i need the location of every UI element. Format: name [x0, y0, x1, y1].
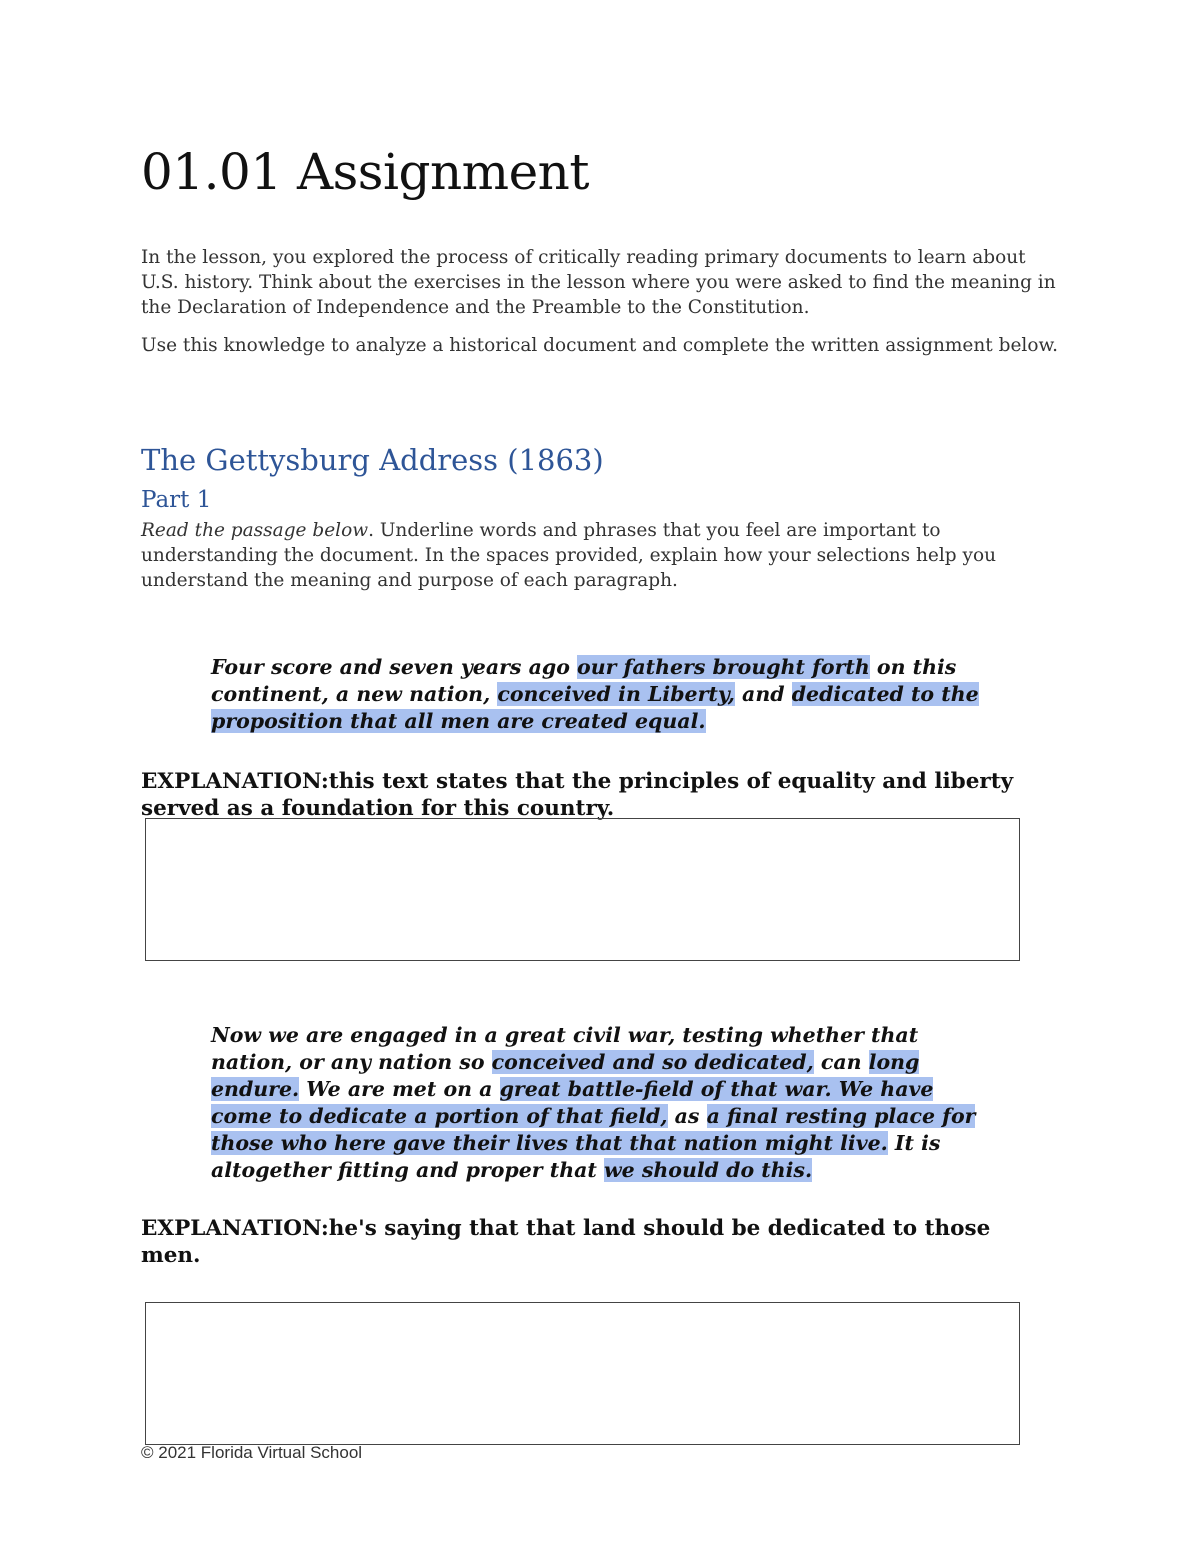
answer-box-2[interactable] [145, 1302, 1020, 1445]
explanation-2: EXPLANATION:he's saying that that land should be dedicated to those men. [141, 1216, 991, 1268]
intro-paragraph: In the lesson, you explored the process of critically reading primary documents to learn about U.S. history. Think about the exercises in the lesson where you were asked to find the meaning in the Declaration of Independence and the Preamble to the Constitution. [141, 247, 1056, 318]
copyright-footer: © 2021 Florida Virtual School [141, 1443, 363, 1462]
instructions [141, 518, 1061, 593]
highlighted-phrase: conceived in Liberty, [497, 682, 735, 706]
passage-text: can [813, 1050, 869, 1074]
passage-text: and [734, 682, 792, 706]
intro-paragraph: Use this knowledge to analyze a historical document and complete the written assignment below. [141, 335, 1058, 356]
passage-text: Four score and seven years ago [211, 655, 578, 679]
highlighted-phrase: a final resting place for those who here gave their lives that that nation might live. [211, 1104, 976, 1155]
passage-text: on this continent, a new nation, [211, 655, 957, 706]
highlighted-phrase: we should do this. [604, 1158, 813, 1182]
answer-box-1[interactable] [145, 818, 1020, 961]
passage-text: We are met on a [299, 1077, 500, 1101]
page-title: 01.01 Assignment [141, 143, 589, 201]
highlighted-phrase: great battle-field of that war. We have come to dedicate a portion of that field, [211, 1077, 934, 1128]
highlighted-phrase: dedicated to the proposition that all men are created equal. [211, 682, 979, 733]
instructions-lead: Read the passage below [141, 520, 369, 541]
section-heading: The Gettysburg Address (1863) [141, 443, 604, 477]
instructions-text: . Underline words and phrases that you feel are important to understanding the document. In the spaces provided, explain how your selections help you understand the meaning and purpose of each paragraph. [141, 520, 997, 591]
passage-text: as [667, 1104, 707, 1128]
passage-text: Now we are engaged in a great civil war, testing whether that nation, or any nation so [211, 1023, 919, 1074]
highlighted-phrase: long endure. [211, 1050, 920, 1101]
highlighted-phrase: conceived and so dedicated, [491, 1050, 814, 1074]
passage-paragraph-1[interactable] [211, 654, 1001, 735]
passage-text: It is altogether fitting and proper that [211, 1131, 941, 1182]
highlighted-phrase: our fathers brought forth [577, 655, 870, 679]
explanation-1: EXPLANATION:this text states that the principles of equality and liberty served as a foundation for this country. [141, 769, 1014, 821]
part-heading: Part 1 [141, 487, 212, 513]
passage-paragraph-2[interactable] [211, 1022, 1001, 1184]
